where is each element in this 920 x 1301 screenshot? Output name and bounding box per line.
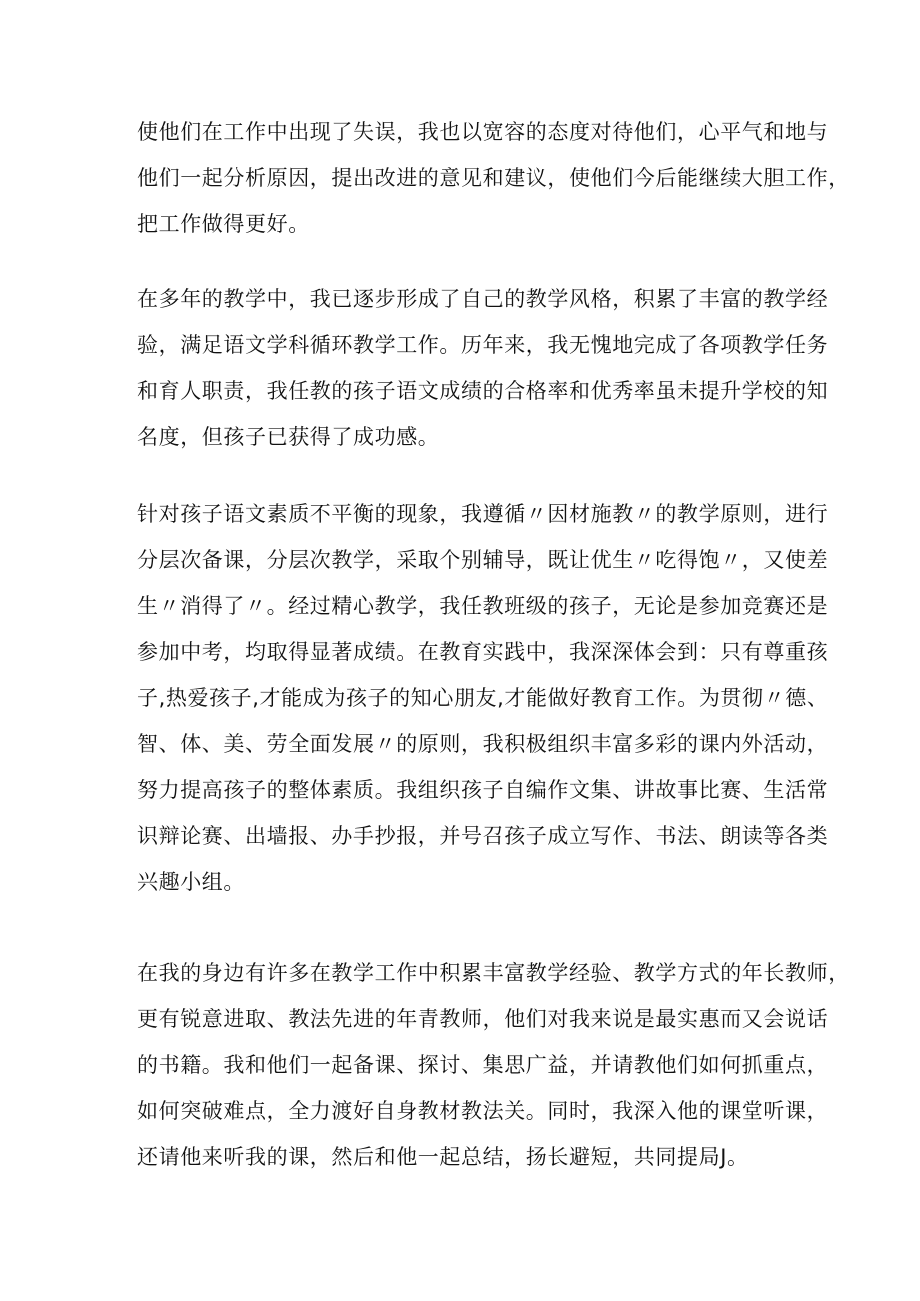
- text-line: 和育人职责，我任教的孩子语文成绩的合格率和优秀率虽未提升学校的知: [137, 379, 829, 403]
- paragraph-4: [137, 950, 850, 1180]
- text-line: 如何突破难点，全力渡好自身教材教法关。同时，我深入他的课堂听课，: [137, 1099, 829, 1123]
- text-line: 名度，但孩子已获得了成功感。: [137, 425, 440, 449]
- text-line: 在我的身边有许多在教学工作中积累丰富教学经验、教学方式的年长教师，: [137, 961, 850, 985]
- text-line: 兴趣小组。: [137, 870, 245, 894]
- text-line: 更有锐意进取、教法先进的年青教师，他们对我来说是最实惠而又会说话: [137, 1007, 829, 1031]
- text-line: 努力提高孩子的整体素质。我组织孩子自编作文集、讲故事比赛、生活常: [137, 778, 829, 802]
- paragraph-2: [137, 276, 829, 460]
- text-line: 智、体、美、劳全面发展〃的原则，我积极组织丰富多彩的课内外活动，: [137, 732, 829, 756]
- text-line: 的书籍。我和他们一起备课、探讨、集思广益，并请教他们如何抓重点，: [137, 1053, 829, 1077]
- paragraph-1: [137, 109, 850, 247]
- text-line: 他们一起分析原因，提出改进的意见和建议，使他们今后能继续大胆工作，: [137, 166, 850, 190]
- text-line: 还请他来听我的课，然后和他一起总结，扬长避短，共同提局J。: [137, 1145, 749, 1169]
- text-line: 使他们在工作中出现了失误，我也以宽容的态度对待他们，心平气和地与: [137, 120, 829, 144]
- text-line: 参加中考，均取得显著成绩。在教育实践中，我深深体会到：只有尊重孩: [137, 640, 829, 664]
- text-line: 生〃消得了〃。经过精心教学，我任教班级的孩子，无论是参加竞赛还是: [137, 594, 829, 618]
- text-line: 针对孩子语文素质不平衡的现象，我遵循〃因材施教〃的教学原则，进行: [137, 502, 829, 526]
- paragraph-3: [137, 491, 829, 905]
- text-line: 验，满足语文学科循环教学工作。历年来，我无愧地完成了各项教学任务: [137, 333, 829, 357]
- text-line: 在多年的教学中，我已逐步形成了自己的教学风格，积累了丰富的教学经: [137, 287, 829, 311]
- text-line: 分层次备课，分层次教学，采取个别辅导，既让优生〃吃得饱〃，又使差: [137, 548, 829, 572]
- text-line: 子,热爱孩子,才能成为孩子的知心朋友,才能做好教育工作。为贯彻〃德、: [137, 686, 829, 710]
- text-line: 把工作做得更好。: [137, 212, 310, 236]
- text-line: 识辩论赛、出墙报、办手抄报，并号召孩子成立写作、书法、朗读等各类: [137, 824, 829, 848]
